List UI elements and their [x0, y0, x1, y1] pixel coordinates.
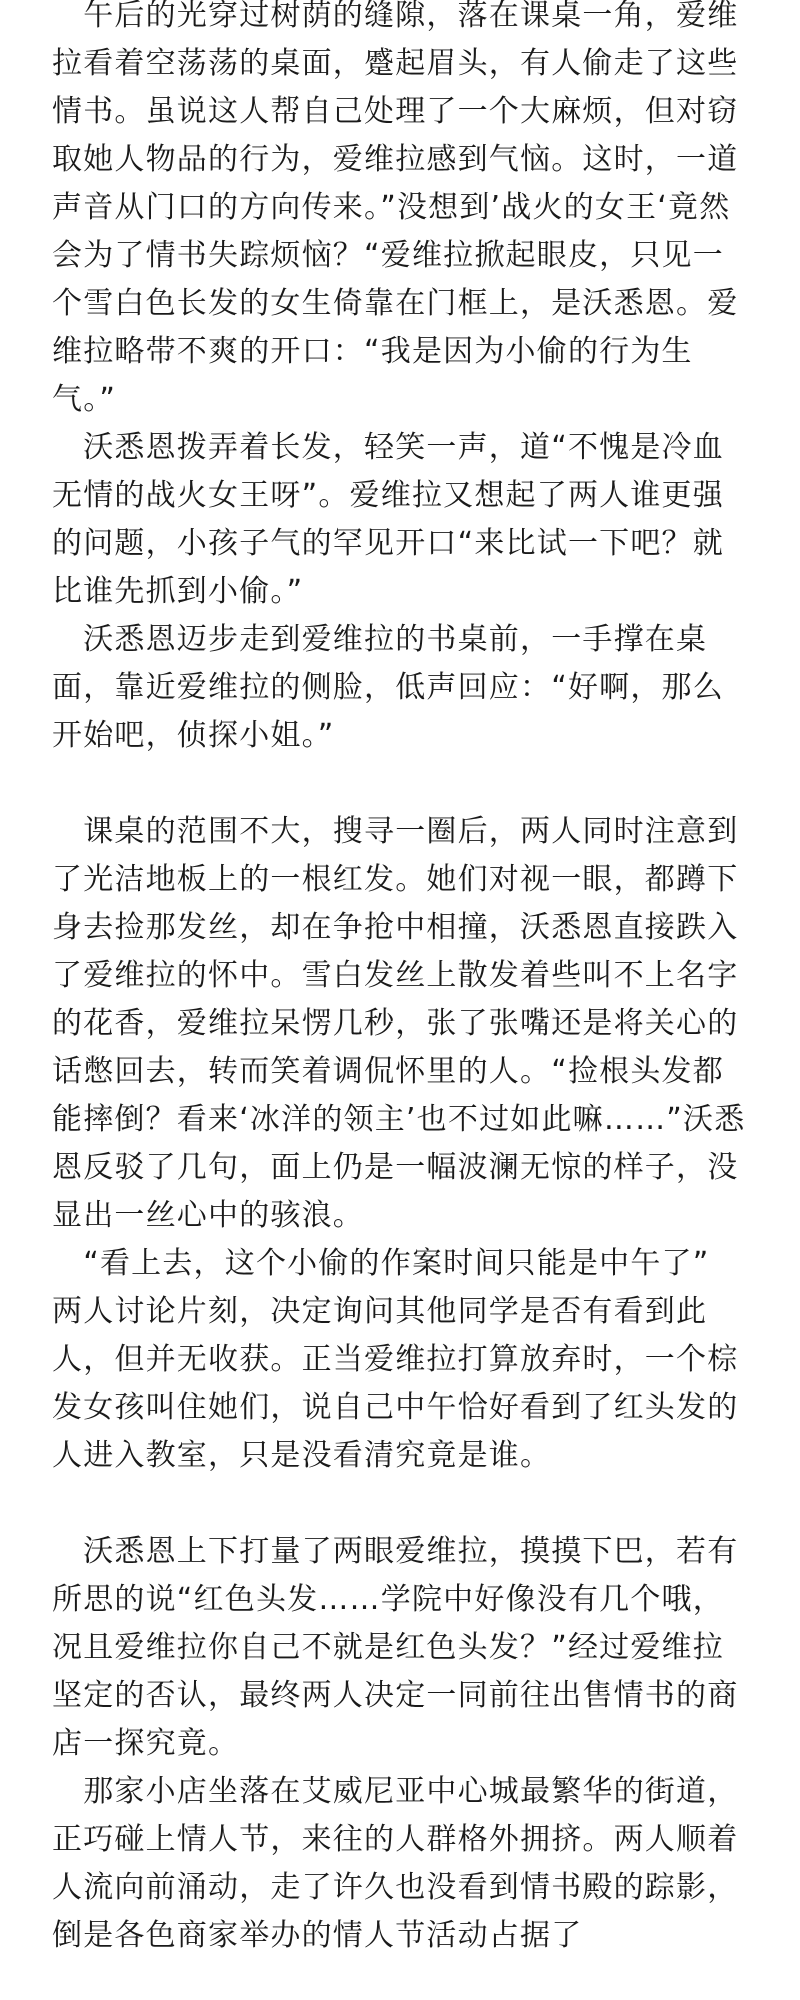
paragraph: 沃悉恩上下打量了两眼爱维拉，摸摸下巴，若有所思的说“红色头发……学院中好像没有几个哦，况且爱维拉你自己不就是红色头发？”经过爱维拉坚定的否认，最终两人决定一同前往出售情书的商店一探究竟。 [52, 1534, 739, 1761]
paragraph: 两人讨论片刻，决定询问其他同学是否有看到此人，但并无收获。正当爱维拉打算放弃时，一个棕发女孩叫住她们，说自己中午恰好看到了红头发的人进入教室，只是没看清究竟是谁。 [52, 1294, 739, 1473]
paragraph: 沃悉恩迈步走到爱维拉的书桌前，一手撑在桌面，靠近爱维拉的侧脸，低声回应：“好啊，那么开始吧，侦探小姐。” [52, 622, 724, 753]
paragraph: 那家小店坐落在艾威尼亚中心城最繁华的街道，正巧碰上情人节，来往的人群格外拥挤。两人顺着人流向前涌动，走了许久也没看到情书殿的踪影，倒是各色商家举办的情人节活动占据了 [52, 1774, 739, 1953]
paragraph-spacer [52, 1480, 752, 1528]
story-text [52, 0, 752, 1960]
paragraph: 沃悉恩拨弄着长发，轻笑一声，道“不愧是冷血无情的战火女王呀”。爱维拉又想起了两人谁更强的问题，小孩子气的罕见开口“来比试一下吧？就比谁先抓到小偷。” [52, 430, 724, 609]
paragraph: 课桌的范围不大，搜寻一圈后，两人同时注意到了光洁地板上的一根红发。她们对视一眼，都蹲下身去捡那发丝，却在争抢中相撞，沃悉恩直接跌入了爱维拉的怀中。雪白发丝上散发着些叫不上名字的花香，爱维拉呆愣几秒，张了张嘴还是将关心的话憋回去，转而笑着调侃怀里的人。“捡根头发都能摔倒？看来‘冰洋的领主’也不过如此嘛……”沃悉恩反驳了几句，面上仍是一幅波澜无惊的样子，没显出一丝心中的骇浪。 [52, 814, 746, 1233]
paragraph-spacer [52, 760, 752, 808]
paragraph: “看上去，这个小偷的作案时间只能是中午了” [52, 1246, 710, 1281]
paragraph: 午后的光穿过树荫的缝隙，落在课桌一角，爱维拉看着空荡荡的桌面，蹙起眉头，有人偷走了这些情书。虽说这人帮自己处理了一个大麻烦，但对窃取她人物品的行为，爱维拉感到气恼。这时，一道声音从门口的方向传来。”没想到’战火的女王‘竟然会为了情书失踪烦恼？“爱维拉掀起眼皮，只见一个雪白色长发的女生倚靠在门框上，是沃悉恩。爱维拉略带不爽的开口：“我是因为小偷的行为生气。” [52, 0, 739, 417]
